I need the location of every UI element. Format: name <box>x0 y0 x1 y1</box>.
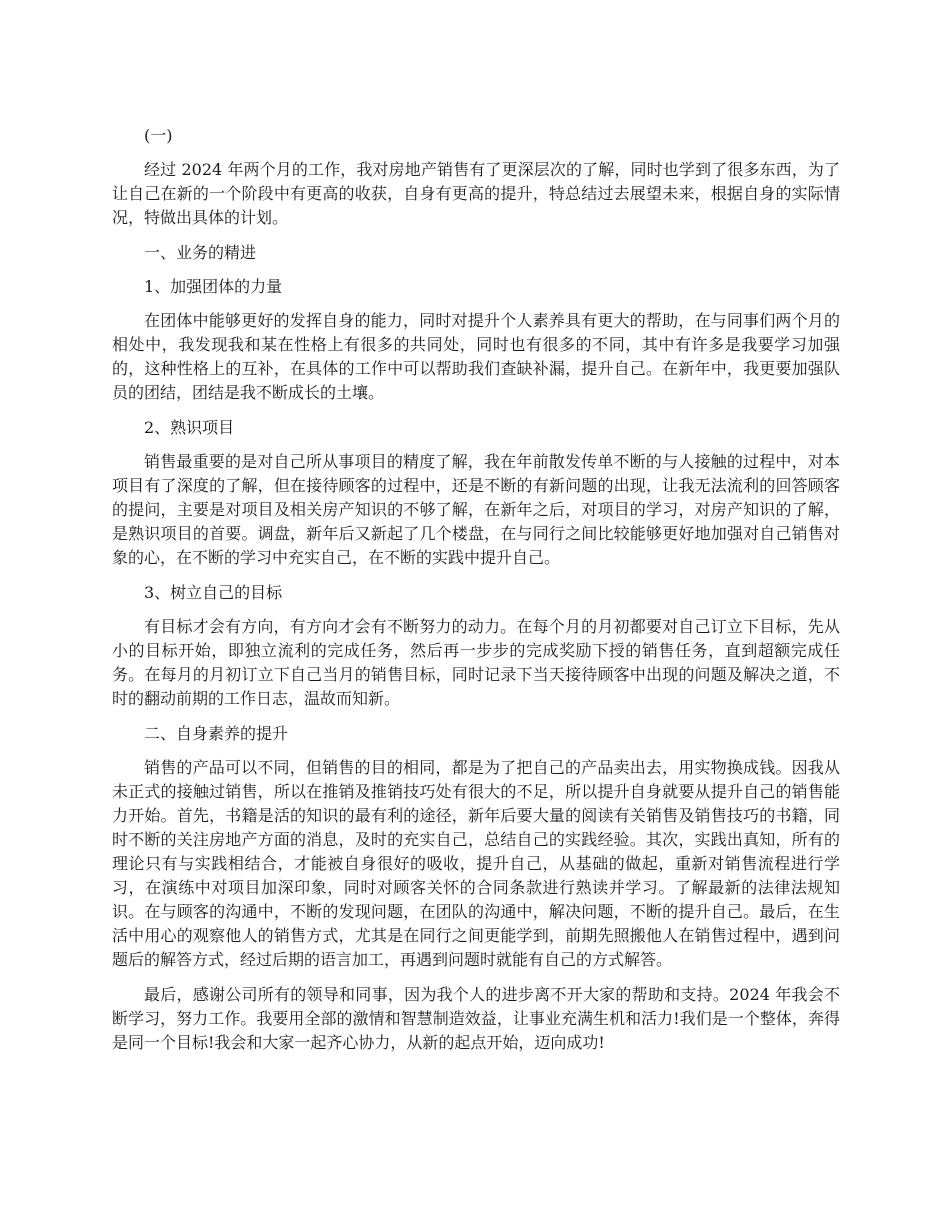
document-page <box>112 124 840 1066</box>
item2-heading: 2、熟识项目 <box>144 418 235 437</box>
item3-heading: 3、树立自己的目标 <box>144 583 283 602</box>
item2-paragraph: 销售最重要的是对自己所从事项目的精度了解，我在年前散发传单不断的与人接触的过程中，对本项目有了深度的了解，但在接待顾客的过程中，还是不断的有新问题的出现，让我无法流利的回答顾客的提问，主要是对项目及相关房产知识的不够了解，在新年之后，对项目的学习，对房产知识的了解，是熟识项目的首要。调盘，新年后又新起了几个楼盘，在与同行之间比较能够更好地加强对自己销售对象的心，在不断的学习中充实自己，在不断的实践中提升自己。 <box>112 452 840 567</box>
part2-paragraph: 销售的产品可以不同，但销售的目的相同，都是为了把自己的产品卖出去，用实物换成钱。因我从未正式的接触过销售，所以在推销及推销技巧处有很大的不足，所以提升自身就要从提升自己的销售能力开始。首先，书籍是活的知识的最有利的途径，新年后要大量的阅读有关销售及销售技巧的书籍，同时不断的关注房地产方面的消息，及时的充实自己，总结自己的实践经验。其次，实践出真知，所有的理论只有与实践相结合，才能被自身很好的吸收，提升自己，从基础的做起，重新对销售流程进行学习，在演练中对项目加深印象，同时对顾客关怀的合同条款进行熟读并学习。了解最新的法律法规知识。在与顾客的沟通中，不断的发现问题，在团队的沟通中，解决问题，不断的提升自己。最后，在生活中用心的观察他人的销售方式，尤其是在同行之间更能学到，前期先照搬他人在销售过程中，遇到问题后的解答方式，经过后期的语言加工，再遇到问题时就能有自己的方式解答。 <box>112 758 840 969</box>
section-marker: (一) <box>144 126 173 145</box>
item1-heading: 1、加强团体的力量 <box>144 277 283 296</box>
part2-heading: 二、自身素养的提升 <box>144 724 289 743</box>
part1-heading: 一、业务的精进 <box>144 243 257 262</box>
item3-paragraph: 有目标才会有方向，有方向才会有不断努力的动力。在每个月的月初都要对自己订立下目标，先从小的目标开始，即独立流利的完成任务，然后再一步步的完成奖励下授的销售任务，直到超额完成任务。在每月的月初订立下自己当月的销售目标，同时记录下当天接待顾客中出现的问题及解决之道，不时的翻动前期的工作日志，温故而知新。 <box>112 617 840 708</box>
intro-paragraph: 经过 2024 年两个月的工作，我对房地产销售有了更深层次的了解，同时也学到了很多东西，为了让自己在新的一个阶段中有更高的收获，自身有更高的提升，特总结过去展望未来，根据自身的实际情况，特做出具体的计划。 <box>112 160 840 227</box>
closing-paragraph: 最后，感谢公司所有的领导和同事，因为我个人的进步离不开大家的帮助和支持。2024 年我会不断学习，努力工作。我要用全部的激情和智慧制造效益，让事业充满生机和活力!我们是一个整体，奔得是同一个目标!我会和大家一起齐心协力，从新的起点开始，迈向成功! <box>112 985 840 1052</box>
item1-paragraph: 在团体中能够更好的发挥自身的能力，同时对提升个人素养具有更大的帮助，在与同事们两个月的相处中，我发现我和某在性格上有很多的共同处，同时也有很多的不同，其中有许多是我要学习加强的，这种性格上的互补，在具体的工作中可以帮助我们查缺补漏，提升自己。在新年中，我更要加强队员的团结，团结是我不断成长的土壤。 <box>112 311 840 402</box>
